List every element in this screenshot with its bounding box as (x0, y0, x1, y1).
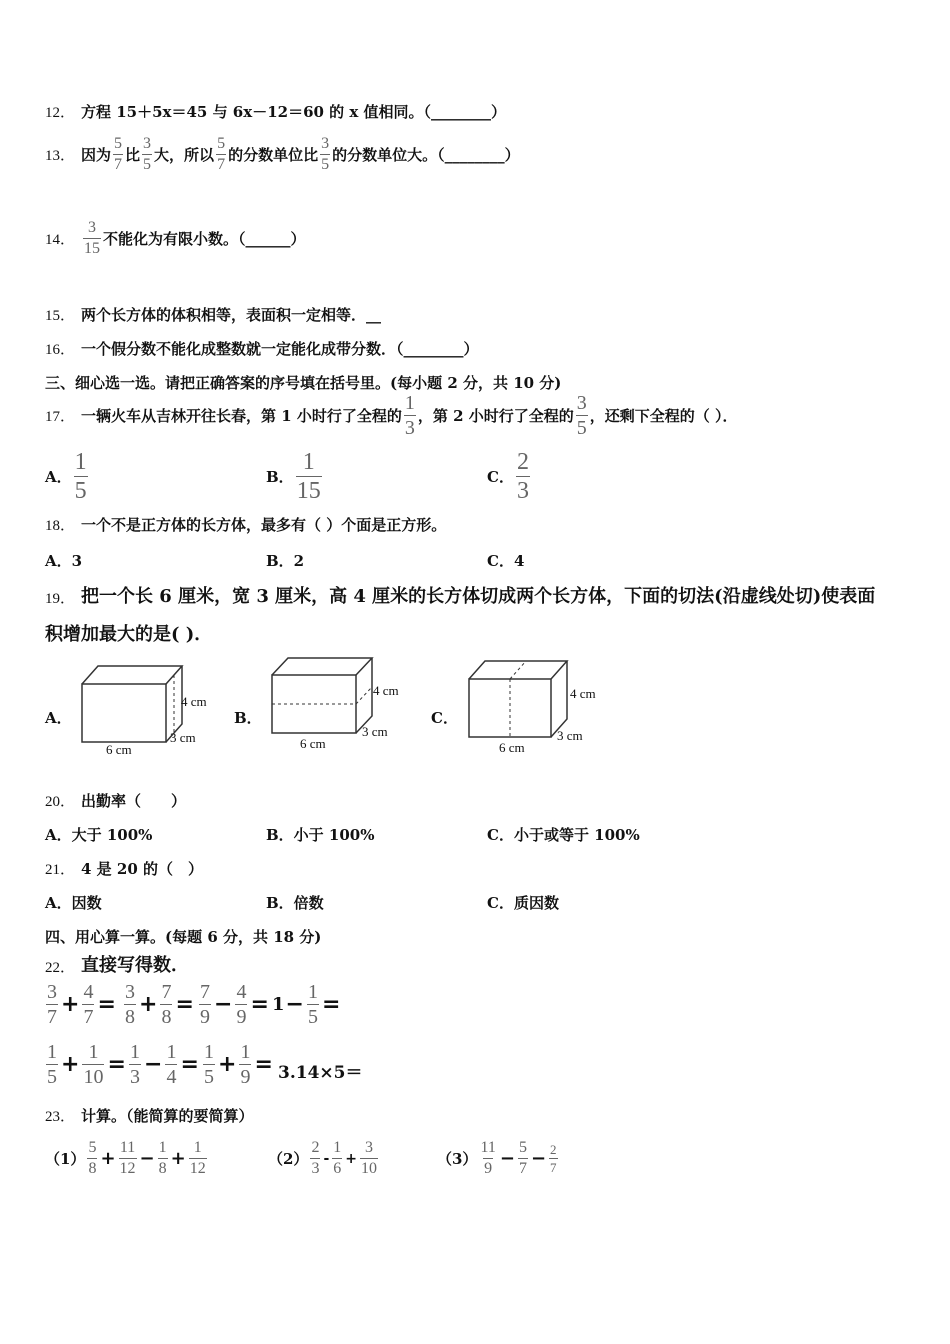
question-number: 16． (45, 342, 76, 358)
option-a[interactable]: A． (45, 709, 72, 727)
calc-item (201, 1042, 274, 1087)
option-a[interactable] (45, 450, 90, 503)
calc-item (127, 1042, 200, 1087)
option-a[interactable]: A．因数 (45, 894, 102, 912)
fraction: $\frac{1}{15}$ (296, 449, 321, 504)
question-text: 的分数单位大。（________） (332, 146, 520, 164)
option-label: A． (45, 468, 72, 486)
length-label: 6 cm (499, 740, 525, 755)
box-top (272, 658, 372, 675)
fraction: $\frac{1}{4}$ (166, 1041, 177, 1088)
question-19 (45, 582, 875, 608)
question-13 (45, 136, 520, 173)
question-17 (45, 393, 738, 438)
question-number: 17． (45, 409, 76, 425)
expression-3 (437, 1140, 560, 1177)
question-number: 18． (45, 518, 76, 534)
fraction: $\frac{3}{15}$ (84, 219, 101, 257)
question-number: 13． (45, 148, 76, 164)
length-label: 6 cm (300, 736, 326, 751)
question-number: 21． (45, 862, 76, 878)
fraction: $\frac{3}{10}$ (360, 1139, 377, 1177)
question-20 (45, 790, 186, 811)
fraction: $\frac{4}{9}$ (236, 981, 247, 1028)
operator: + (170, 1148, 186, 1169)
fraction: $\frac{11}{9}$ (480, 1139, 496, 1177)
calc-item (272, 982, 341, 1027)
expression-2 (268, 1140, 380, 1177)
question-text: 出勤率（ ） (81, 792, 187, 810)
fraction: $\frac{3}{7}$ (47, 981, 57, 1028)
fraction: $\frac{3}{5}$ (576, 392, 587, 439)
fraction: $\frac{1}{9}$ (240, 1041, 251, 1088)
question-16 (45, 338, 479, 359)
operator: + (61, 1052, 80, 1077)
calc-item (44, 1042, 127, 1087)
question-number: 22． (45, 960, 76, 976)
question-23 (45, 1105, 254, 1126)
cut-line (510, 661, 526, 679)
fraction: $\frac{5}{8}$ (88, 1139, 97, 1177)
option-c[interactable]: C． (431, 709, 458, 727)
height-label: 4 cm (570, 686, 596, 701)
question-text: 比 (125, 146, 141, 164)
fraction: $\frac{3}{5}$ (143, 135, 152, 173)
box-diagram-c (465, 657, 615, 757)
fraction: $\frac{1}{5}$ (74, 449, 87, 504)
height-label: 4 cm (181, 694, 207, 709)
question-number: 12． (45, 105, 76, 121)
operator: + (218, 1052, 237, 1077)
width-label: 3 cm (362, 724, 388, 739)
section-3-heading (45, 372, 561, 393)
option-c[interactable]: C．小于或等于 100% (487, 826, 640, 844)
option-c[interactable]: C．质因数 (487, 894, 559, 912)
height-label: 4 cm (373, 683, 399, 698)
question-22 (45, 951, 189, 977)
question-text: 4 是 20 的（ ） (81, 860, 203, 878)
option-c[interactable]: C．4 (487, 552, 525, 570)
question-text: 一辆火车从吉林开往长春，第 1 小时行了全程的 (81, 407, 402, 425)
fraction: $\frac{1}{3}$ (130, 1041, 140, 1088)
fraction: $\frac{2}{7}$ (550, 1142, 557, 1175)
question-15 (45, 304, 381, 325)
section-title: 四、用心算一算。(每题 6 分，共 18 分) (45, 928, 322, 946)
equals: = (180, 1052, 199, 1077)
fraction: $\frac{11}{12}$ (119, 1139, 136, 1177)
question-text: 一个不是正方体的长方体，最多有（ ）个面是正方形。 (81, 516, 447, 534)
question-text: 不能化为有限小数。（______） (103, 230, 306, 248)
fraction: $\frac{7}{8}$ (161, 981, 172, 1028)
expression-label: （2） (268, 1150, 309, 1168)
expression-label: （1） (45, 1150, 86, 1168)
box-front (82, 684, 166, 742)
equals: = (250, 992, 269, 1017)
question-text: 一个假分数不能化成整数就一定能化成带分数．（________） (81, 340, 479, 358)
question-text: ，还剩下全程的（ ）． (589, 407, 738, 425)
operator: + (345, 1150, 357, 1167)
operator: − (530, 1148, 547, 1169)
question-12 (45, 101, 506, 122)
question-number: 19． (45, 591, 76, 607)
option-a[interactable]: A．3 (45, 552, 83, 570)
question-number: 20． (45, 794, 76, 810)
question-text: 方程 15＋5x＝45 与 6x－12＝60 的 x 值相同。（________） (81, 103, 507, 121)
option-label: C． (487, 468, 514, 486)
fraction: $\frac{1}{5}$ (204, 1041, 214, 1088)
equals: = (107, 1052, 126, 1077)
operator: + (61, 992, 80, 1017)
fraction: $\frac{5}{7}$ (518, 1139, 527, 1177)
fraction: $\frac{3}{8}$ (125, 981, 135, 1028)
fraction: $\frac{4}{7}$ (83, 981, 94, 1028)
fraction: $\frac{2}{3}$ (311, 1139, 320, 1177)
fraction: $\frac{3}{5}$ (321, 135, 330, 173)
fraction: $\frac{2}{3}$ (516, 449, 529, 504)
fraction: $\frac{1}{6}$ (333, 1139, 342, 1177)
operator: − (214, 992, 233, 1017)
fraction: $\frac{1}{8}$ (158, 1139, 167, 1177)
question-14 (45, 220, 306, 257)
width-label: 3 cm (170, 730, 196, 745)
equals: = (321, 992, 341, 1017)
question-18 (45, 514, 446, 535)
question-text: 因为 (81, 146, 112, 164)
fraction: $\frac{1}{10}$ (83, 1041, 104, 1088)
fraction: $\frac{5}{7}$ (114, 135, 123, 173)
equals: = (175, 992, 194, 1017)
operator: − (144, 1052, 163, 1077)
section-title: 三、细心选一选。请把正确答案的序号填在括号里。(每小题 2 分，共 10 分) (45, 374, 562, 392)
operator: − (499, 1148, 515, 1169)
width-label: 3 cm (557, 728, 583, 743)
cut-line (356, 687, 372, 704)
question-text: 把一个长 6 厘米，宽 3 厘米，高 4 厘米的长方体切成两个长方体，下面的切法(沿虚线处切)使表面 (81, 586, 876, 607)
expression-label: （3） (437, 1150, 478, 1168)
question-text: ，第 2 小时行了全程的 (417, 407, 574, 425)
calc-item (197, 982, 270, 1027)
fraction: $\frac{1}{12}$ (189, 1139, 206, 1177)
question-text: 积增加最大的是( )． (45, 624, 213, 645)
operator: − (285, 992, 304, 1017)
operator: - (323, 1150, 330, 1167)
operator: − (139, 1148, 155, 1169)
option-b[interactable]: B．倍数 (266, 894, 324, 912)
question-number: 23． (45, 1109, 76, 1125)
question-text: 两个长方体的体积相等，表面积一定相等．__ (81, 306, 382, 324)
fraction: $\frac{1}{3}$ (404, 392, 415, 439)
question-text: 大，所以 (154, 146, 215, 164)
question-19-line2 (45, 620, 212, 646)
question-text: 的分数单位比 (228, 146, 319, 164)
operator: + (139, 992, 158, 1017)
equals: = (97, 992, 116, 1017)
option-b[interactable]: B．小于 100% (266, 826, 375, 844)
section-4-heading (45, 926, 321, 947)
calc-item (122, 982, 195, 1027)
question-21 (45, 858, 203, 879)
fraction: $\frac{7}{9}$ (200, 981, 210, 1028)
operator: + (100, 1148, 116, 1169)
integer: 1 (272, 994, 285, 1015)
question-number: 14． (45, 232, 76, 248)
option-a[interactable]: A．大于 100% (45, 826, 153, 844)
box-diagram-b (268, 655, 418, 755)
question-text: 计算。（能简算的要简算） (81, 1107, 254, 1125)
option-b[interactable]: B．2 (266, 552, 305, 570)
question-number: 15． (45, 308, 76, 324)
calc-item (44, 982, 117, 1027)
fraction: $\frac{1}{5}$ (307, 981, 318, 1028)
box-side (356, 658, 372, 733)
equals: = (254, 1052, 273, 1077)
expression-1 (45, 1140, 209, 1177)
question-text: 直接写得数． (81, 955, 190, 976)
option-c[interactable] (487, 450, 532, 503)
option-b[interactable]: B． (234, 709, 262, 727)
calc-item: 3.14×5＝ (278, 1063, 363, 1083)
fraction: $\frac{5}{7}$ (217, 135, 226, 173)
option-label: B． (266, 468, 294, 486)
fraction: $\frac{1}{5}$ (47, 1041, 57, 1088)
length-label: 6 cm (106, 742, 132, 757)
option-b[interactable] (266, 450, 324, 503)
box-diagram-a (78, 660, 228, 760)
box-side (551, 661, 567, 737)
box-top (82, 666, 182, 684)
